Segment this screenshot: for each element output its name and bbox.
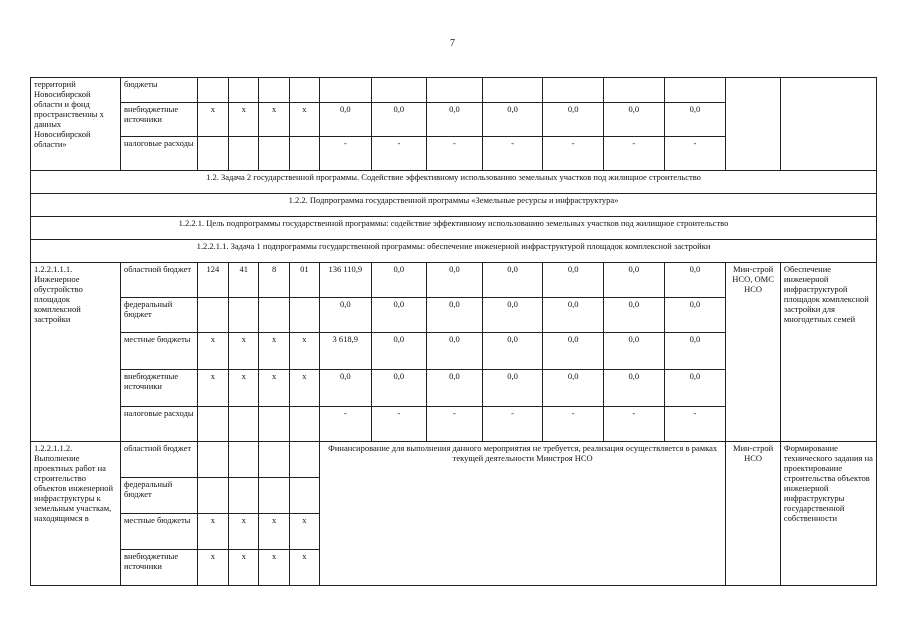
code-cell: x [197,103,228,137]
code-cell: x [197,514,228,550]
code-cell: x [289,514,319,550]
code-cell: x [289,333,319,370]
value-cell: 0,0 [427,103,483,137]
value-cell: 0,0 [427,370,483,407]
value-cell [320,78,372,103]
code-cell: 8 [259,263,289,298]
subtask-heading: 1.2.2.1.1. Задача 1 подпрограммы государственной программы: обеспечение инженерной инфраструктурой площадок комплексной застройки [31,240,877,263]
section-heading-row [31,171,877,194]
source-cell: федеральный бюджет [120,298,197,333]
value-cell: 0,0 [320,298,372,333]
source-cell: внебюджетные источники [120,103,197,137]
code-cell: x [289,103,319,137]
value-cell: - [320,137,372,171]
subprogram-heading: 1.2.2. Подпрограмма государственной программы «Земельные ресурсы и инфраструктура» [31,194,877,217]
source-cell: внебюджетные источники [120,550,197,586]
code-cell [289,442,319,478]
code-cell [229,442,259,478]
code-cell [289,298,319,333]
source-cell: местные бюджеты [120,514,197,550]
value-cell: 0,0 [604,103,665,137]
code-cell [229,407,259,442]
source-cell: внебюджетные источники [120,370,197,407]
code-cell [197,442,228,478]
code-cell [259,407,289,442]
result-cell [780,78,876,171]
code-cell [229,478,259,514]
source-cell: федеральный бюджет [120,478,197,514]
value-cell: 0,0 [664,263,726,298]
value-cell [427,78,483,103]
executor-cell: Мин-строй НСО, ОМС НСО [726,263,781,442]
value-cell: 0,0 [371,263,427,298]
source-cell: налоговые расходы [120,407,197,442]
value-cell: 3 618,9 [320,333,372,370]
code-cell: x [259,370,289,407]
value-cell: 0,0 [543,370,604,407]
value-cell: 0,0 [543,263,604,298]
code-cell [259,442,289,478]
value-cell [482,78,543,103]
code-cell [197,298,228,333]
code-cell [259,478,289,514]
executor-cell: Мин-строй НСО [726,442,781,586]
value-cell: - [482,407,543,442]
section-heading-row [31,240,877,263]
code-cell: x [289,370,319,407]
value-cell: 0,0 [604,263,665,298]
result-cell: Обеспечение инженерной инфраструктурой площадок комплексной застройки для многодетных семей [780,263,876,442]
value-cell: - [543,407,604,442]
value-cell: 0,0 [604,333,665,370]
value-cell: 0,0 [664,298,726,333]
code-cell: 124 [197,263,228,298]
value-cell: - [427,137,483,171]
code-cell [289,407,319,442]
value-cell [543,78,604,103]
code-cell: x [259,103,289,137]
value-cell: - [371,407,427,442]
value-cell: 0,0 [604,298,665,333]
code-cell: x [289,550,319,586]
value-cell: 0,0 [482,333,543,370]
value-cell: 0,0 [320,103,372,137]
value-cell: 0,0 [664,370,726,407]
source-cell: областной бюджет [120,263,197,298]
code-cell: x [259,333,289,370]
financing-note: Финансирование для выполнения данного мероприятия не требуется, реализация осуществляется в рамках текущей деятельности Минстроя НСО [320,442,726,586]
section-heading-row [31,217,877,240]
value-cell: 0,0 [543,298,604,333]
source-cell: налоговые расходы [120,137,197,171]
table-row [31,263,877,298]
code-cell: x [197,370,228,407]
task-heading: 1.2. Задача 2 государственной программы. Содействие эффективному использованию земельных участков под жилищное строительство [31,171,877,194]
code-cell: x [229,550,259,586]
value-cell: - [427,407,483,442]
value-cell: 0,0 [664,333,726,370]
code-cell [259,137,289,171]
value-cell: 0,0 [371,298,427,333]
value-cell: 0,0 [543,103,604,137]
value-cell [371,78,427,103]
value-cell: - [664,137,726,171]
executor-cell [726,78,781,171]
source-cell: областной бюджет [120,442,197,478]
program-table [30,77,877,586]
code-cell [229,298,259,333]
code-cell: x [259,514,289,550]
table-row [31,442,877,478]
value-cell: - [320,407,372,442]
value-cell: 0,0 [604,370,665,407]
code-cell: x [229,514,259,550]
measure-name-cell: территорий Новосибирской области и фонд пространственны х данных Новосибирской области» [31,78,121,171]
value-cell [604,78,665,103]
code-cell: x [197,550,228,586]
value-cell: 0,0 [482,298,543,333]
value-cell: - [604,137,665,171]
value-cell: 0,0 [482,103,543,137]
code-cell [197,137,228,171]
code-cell [197,78,228,103]
value-cell: 0,0 [664,103,726,137]
source-cell: местные бюджеты [120,333,197,370]
code-cell: 01 [289,263,319,298]
measure-name-cell: 1.2.2.1.1.2. Выполнение проектных работ на строительство объектов инженерной инфраструктуры к земельным участкам, находящимся в [31,442,121,586]
table-row [31,78,877,103]
value-cell [664,78,726,103]
value-cell: - [664,407,726,442]
value-cell: - [371,137,427,171]
value-cell: - [604,407,665,442]
section-heading-row [31,194,877,217]
code-cell [289,137,319,171]
value-cell: 0,0 [482,370,543,407]
code-cell [197,478,228,514]
value-cell: 0,0 [427,263,483,298]
value-cell: 0,0 [427,298,483,333]
value-cell: 0,0 [371,370,427,407]
code-cell [259,298,289,333]
code-cell: x [229,370,259,407]
code-cell [229,78,259,103]
page-number: 7 [450,38,455,49]
value-cell: 0,0 [482,263,543,298]
value-cell: - [543,137,604,171]
value-cell: - [482,137,543,171]
code-cell [197,407,228,442]
code-cell: x [229,103,259,137]
code-cell: x [229,333,259,370]
value-cell: 0,0 [543,333,604,370]
value-cell: 0,0 [320,370,372,407]
value-cell: 0,0 [371,103,427,137]
code-cell [259,78,289,103]
code-cell: 41 [229,263,259,298]
goal-heading: 1.2.2.1. Цель подпрограммы государственной программы: содействие эффективному использованию земельных участков под жилищное строительство [31,217,877,240]
result-cell: Формирование технического задания на проектирование строительства объектов инженерной инфраструктуры государственной собственности [780,442,876,586]
value-cell: 136 110,9 [320,263,372,298]
code-cell [229,137,259,171]
measure-name-cell: 1.2.2.1.1.1. Инженерное обустройство площадок комплексной застройки [31,263,121,442]
code-cell [289,78,319,103]
code-cell: x [197,333,228,370]
value-cell: 0,0 [371,333,427,370]
code-cell [289,478,319,514]
code-cell: x [259,550,289,586]
source-cell: бюджеты [120,78,197,103]
value-cell: 0,0 [427,333,483,370]
